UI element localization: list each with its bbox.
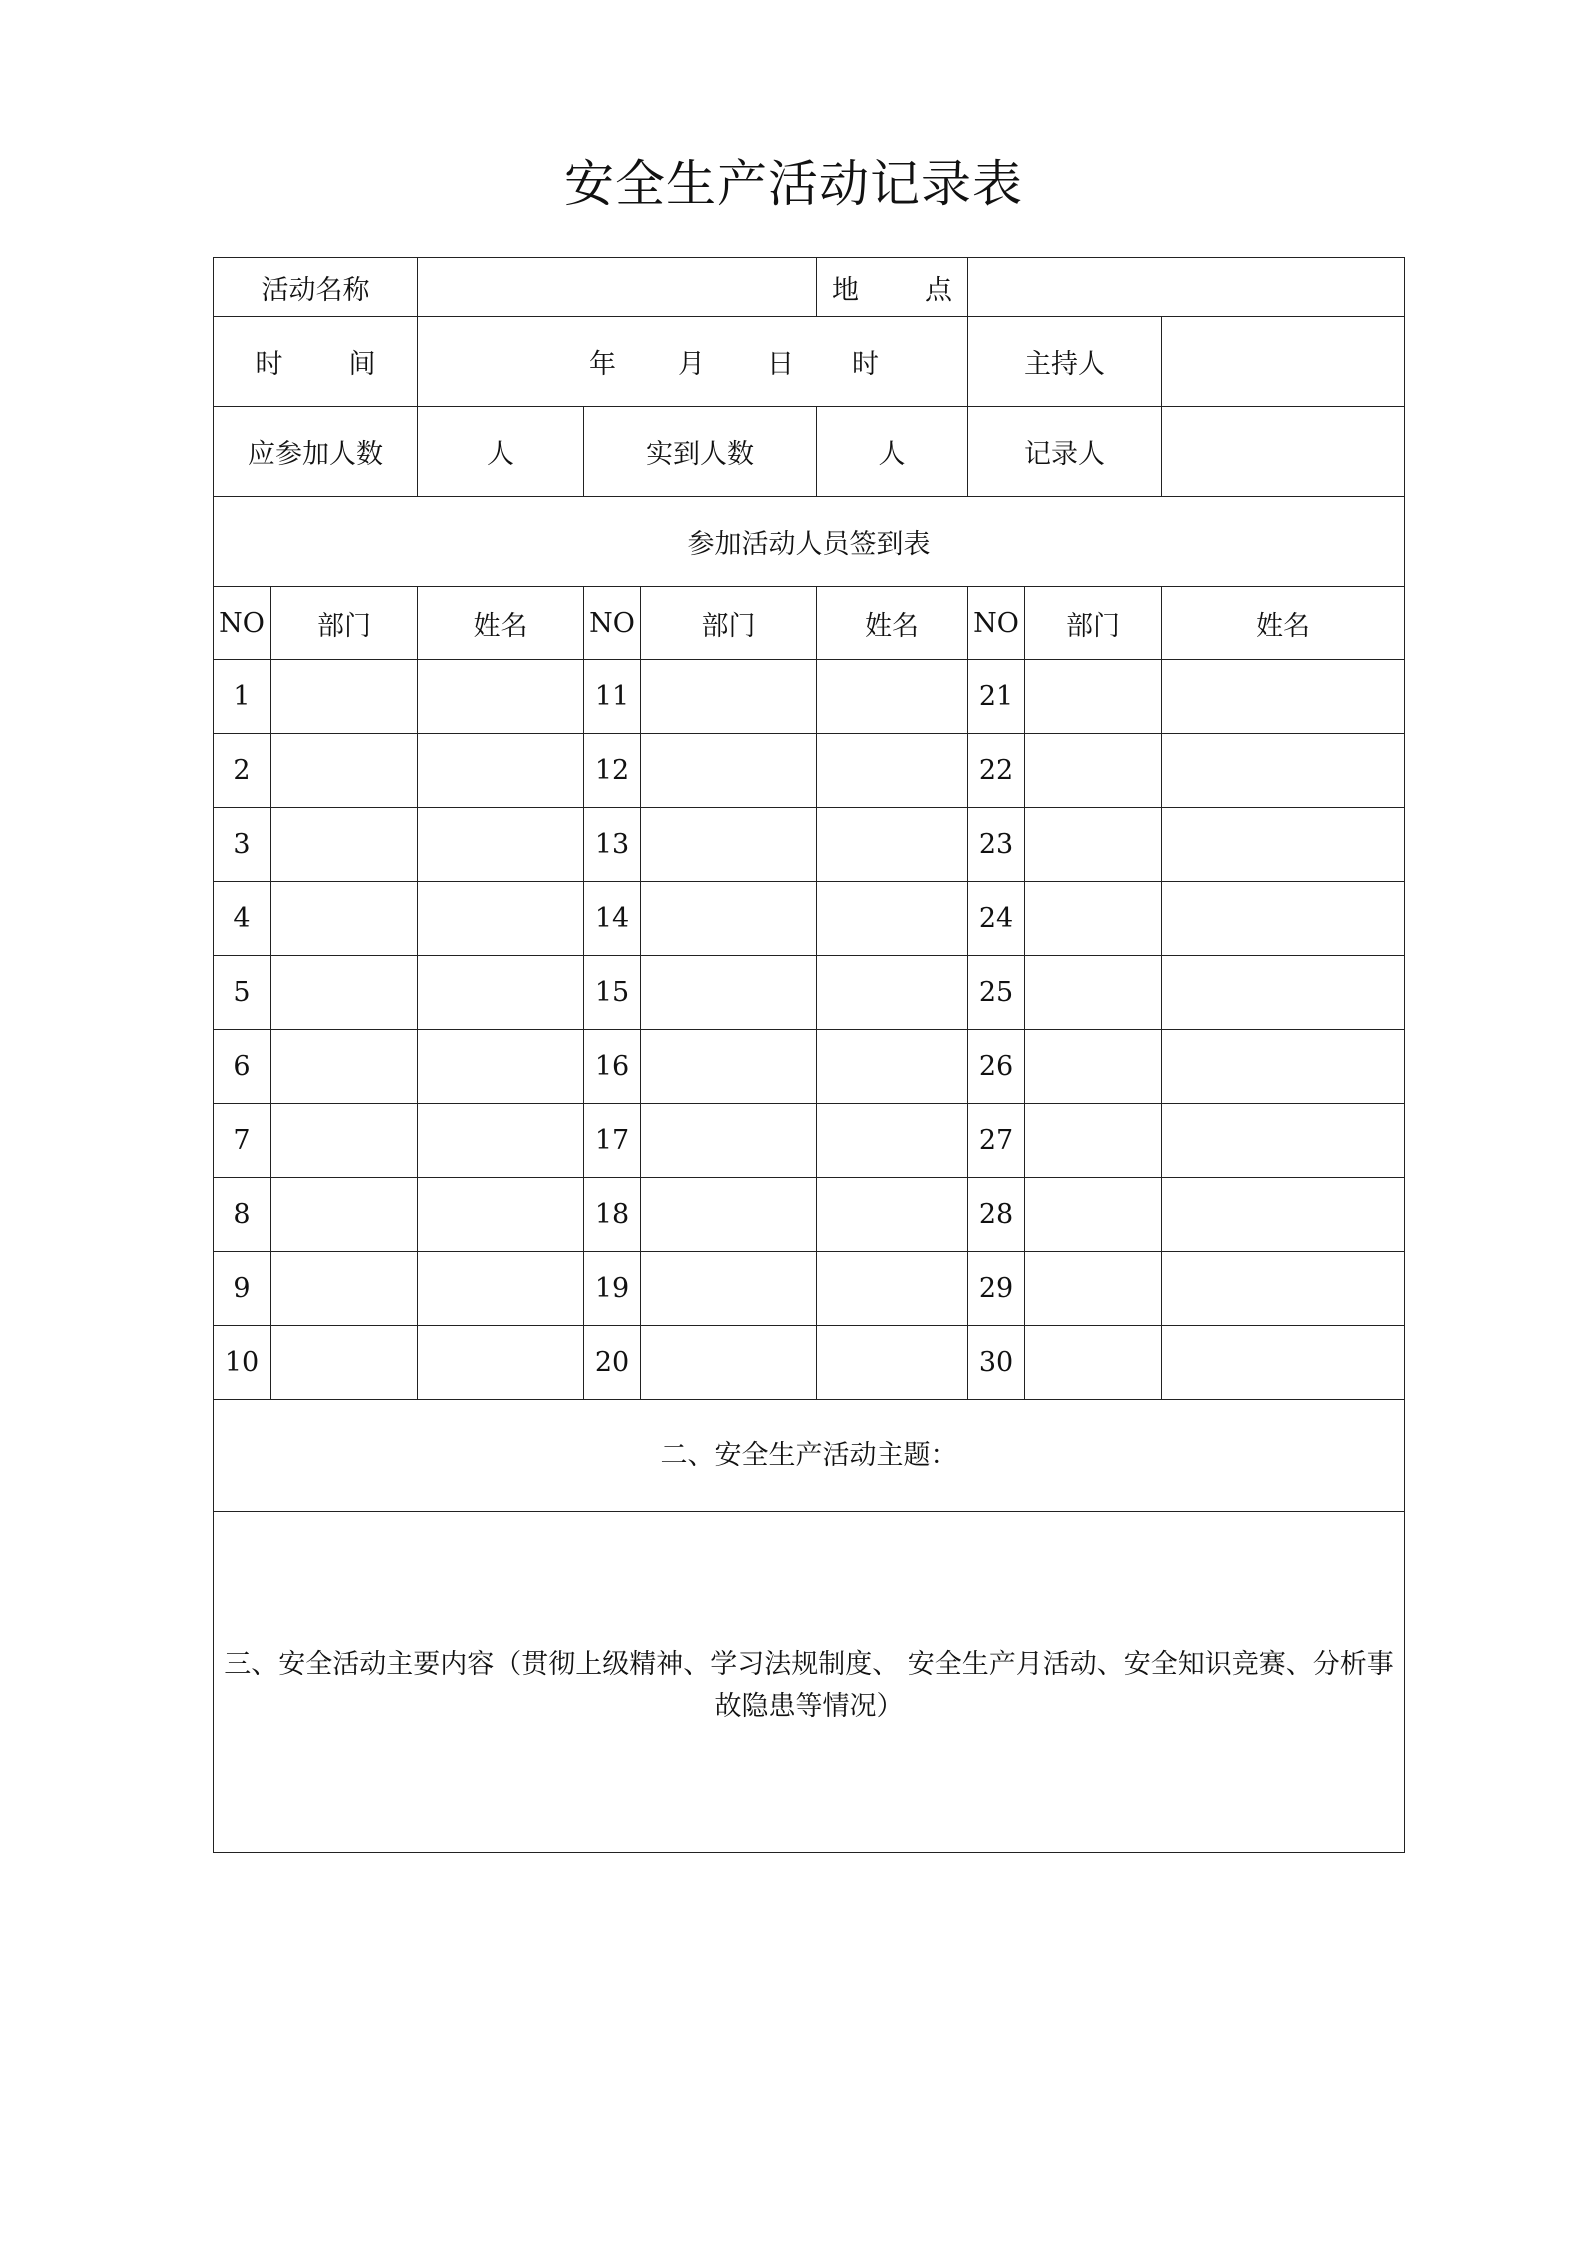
dept-cell[interactable]: [271, 808, 418, 882]
dept-cell[interactable]: [641, 1252, 817, 1326]
row-number: 18: [584, 1178, 641, 1252]
activity-theme-section[interactable]: [214, 1400, 1405, 1512]
date-hour-label: 时: [852, 349, 879, 380]
name-cell[interactable]: [817, 1030, 968, 1104]
dept-cell[interactable]: [1025, 1030, 1162, 1104]
dept-cell[interactable]: [271, 1178, 418, 1252]
row-number: 20: [584, 1326, 641, 1400]
dept-cell[interactable]: [1025, 956, 1162, 1030]
row-number: 4: [214, 882, 271, 956]
name-cell[interactable]: [418, 734, 584, 808]
col-header-no: NO: [214, 587, 271, 660]
name-cell[interactable]: [1162, 660, 1405, 734]
name-cell[interactable]: [1162, 1178, 1405, 1252]
dept-cell[interactable]: [641, 660, 817, 734]
name-cell[interactable]: [1162, 1326, 1405, 1400]
time-label: [214, 317, 418, 407]
dept-cell[interactable]: [271, 1030, 418, 1104]
row-number: 25: [968, 956, 1025, 1030]
name-cell[interactable]: [1162, 1252, 1405, 1326]
row-number: 14: [584, 882, 641, 956]
row-number: 6: [214, 1030, 271, 1104]
dept-cell[interactable]: [271, 1252, 418, 1326]
host-field[interactable]: [1162, 317, 1405, 407]
table-row: [214, 808, 1405, 882]
location-field[interactable]: [968, 258, 1405, 317]
name-cell[interactable]: [418, 808, 584, 882]
name-cell[interactable]: [1162, 882, 1405, 956]
expected-attendees-label: 应参加人数: [214, 407, 418, 497]
dept-cell[interactable]: [1025, 1252, 1162, 1326]
name-cell[interactable]: [1162, 1104, 1405, 1178]
dept-cell[interactable]: [641, 1104, 817, 1178]
recorder-label: 记录人: [968, 407, 1162, 497]
dept-cell[interactable]: [271, 1326, 418, 1400]
row-number: 30: [968, 1326, 1025, 1400]
dept-cell[interactable]: [271, 734, 418, 808]
name-cell[interactable]: [1162, 1030, 1405, 1104]
dept-cell[interactable]: [641, 882, 817, 956]
row-number: 23: [968, 808, 1025, 882]
dept-cell[interactable]: [271, 956, 418, 1030]
name-cell[interactable]: [418, 660, 584, 734]
name-cell[interactable]: [817, 1326, 968, 1400]
row-number: 19: [584, 1252, 641, 1326]
row-number: 15: [584, 956, 641, 1030]
row-number: 8: [214, 1178, 271, 1252]
dept-cell[interactable]: [641, 956, 817, 1030]
dept-cell[interactable]: [641, 1030, 817, 1104]
activity-content-section[interactable]: [214, 1512, 1405, 1853]
dept-cell[interactable]: [641, 808, 817, 882]
name-cell[interactable]: [418, 1178, 584, 1252]
name-cell[interactable]: [418, 1326, 584, 1400]
name-cell[interactable]: [418, 1104, 584, 1178]
activity-content-label: 三、安全活动主要内容（贯彻上级精神、学习法规制度、 安全生产月活动、安全知识竞赛、分析事故隐患等情况）: [224, 1649, 1394, 1722]
table-row: [214, 956, 1405, 1030]
row-number: 5: [214, 956, 271, 1030]
col-header-dept: 部门: [641, 587, 817, 660]
name-cell[interactable]: [817, 956, 968, 1030]
row-number: 2: [214, 734, 271, 808]
page-title: 安全生产活动记录表: [564, 155, 1023, 213]
expected-attendees-field[interactable]: 人: [418, 407, 584, 497]
name-cell[interactable]: [817, 660, 968, 734]
dept-cell[interactable]: [1025, 1326, 1162, 1400]
table-row: [214, 1104, 1405, 1178]
col-header-dept: 部门: [1025, 587, 1162, 660]
row-number: 29: [968, 1252, 1025, 1326]
col-header-name: 姓名: [1162, 587, 1405, 660]
dept-cell[interactable]: [1025, 1104, 1162, 1178]
host-label: 主持人: [968, 317, 1162, 407]
row-number: 24: [968, 882, 1025, 956]
name-cell[interactable]: [817, 1104, 968, 1178]
activity-name-label: 活动名称: [214, 258, 418, 317]
name-cell[interactable]: [418, 1252, 584, 1326]
table-row: [214, 882, 1405, 956]
dept-cell[interactable]: [641, 1326, 817, 1400]
time-field[interactable]: [418, 317, 968, 407]
recorder-field[interactable]: [1162, 407, 1405, 497]
name-cell[interactable]: [817, 808, 968, 882]
row-number: 17: [584, 1104, 641, 1178]
dept-cell[interactable]: [271, 660, 418, 734]
dept-cell[interactable]: [1025, 734, 1162, 808]
table-row: [214, 734, 1405, 808]
row-number: 9: [214, 1252, 271, 1326]
date-year-label: 年: [589, 349, 616, 380]
dept-cell[interactable]: [641, 1178, 817, 1252]
row-number: 16: [584, 1030, 641, 1104]
row-number: 12: [584, 734, 641, 808]
row-number: 26: [968, 1030, 1025, 1104]
name-cell[interactable]: [418, 882, 584, 956]
col-header-name: 姓名: [817, 587, 968, 660]
row-number: 1: [214, 660, 271, 734]
activity-record-form: [213, 257, 1405, 1853]
location-label-a: 地: [832, 274, 860, 306]
name-cell[interactable]: [1162, 808, 1405, 882]
name-cell[interactable]: [418, 956, 584, 1030]
name-cell[interactable]: [817, 882, 968, 956]
row-number: 21: [968, 660, 1025, 734]
table-row: [214, 1326, 1405, 1400]
time-label-b: 间: [348, 349, 376, 380]
row-number: 3: [214, 808, 271, 882]
dept-cell[interactable]: [1025, 660, 1162, 734]
name-cell[interactable]: [1162, 956, 1405, 1030]
row-number: 10: [214, 1326, 271, 1400]
name-cell[interactable]: [817, 734, 968, 808]
row-number: 28: [968, 1178, 1025, 1252]
col-header-no: NO: [968, 587, 1025, 660]
row-number: 11: [584, 660, 641, 734]
dept-cell[interactable]: [641, 734, 817, 808]
date-month-label: 月: [678, 349, 705, 380]
name-cell[interactable]: [817, 1178, 968, 1252]
name-cell[interactable]: [1162, 734, 1405, 808]
row-number: 13: [584, 808, 641, 882]
row-number: 27: [968, 1104, 1025, 1178]
location-label: [817, 258, 968, 317]
activity-theme-label: 二、安全生产活动主题：: [660, 1439, 958, 1471]
col-header-name: 姓名: [418, 587, 584, 660]
table-row: [214, 1252, 1405, 1326]
table-row: [214, 1030, 1405, 1104]
table-row: [214, 660, 1405, 734]
signin-title: 参加活动人员签到表: [214, 497, 1405, 587]
date-day-label: 日: [767, 349, 794, 380]
dept-cell[interactable]: [1025, 882, 1162, 956]
dept-cell[interactable]: [1025, 1178, 1162, 1252]
actual-attendees-label: 实到人数: [584, 407, 817, 497]
actual-attendees-field[interactable]: 人: [817, 407, 968, 497]
dept-cell[interactable]: [1025, 808, 1162, 882]
name-cell[interactable]: [418, 1030, 584, 1104]
row-number: 22: [968, 734, 1025, 808]
dept-cell[interactable]: [271, 882, 418, 956]
col-header-dept: 部门: [271, 587, 418, 660]
col-header-no: NO: [584, 587, 641, 660]
location-label-b: 点: [925, 274, 953, 306]
table-row: [214, 1178, 1405, 1252]
dept-cell[interactable]: [271, 1104, 418, 1178]
name-cell[interactable]: [817, 1252, 968, 1326]
row-number: 7: [214, 1104, 271, 1178]
time-label-a: 时: [255, 349, 283, 380]
activity-name-field[interactable]: [418, 258, 817, 317]
